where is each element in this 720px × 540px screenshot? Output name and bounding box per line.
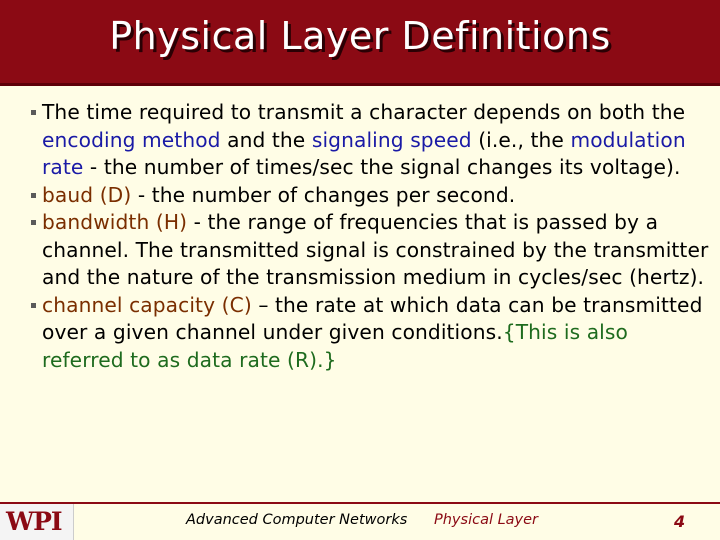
slide-title: Physical Layer Definitions (109, 14, 611, 58)
note-data-rate: {This is also referred to as data rate (R).} (42, 320, 628, 372)
bullet-marker (20, 182, 42, 209)
term-modulation-rate: modulation rate (42, 127, 686, 179)
bullet-item-2 (20, 182, 710, 210)
text-segment: and the (220, 127, 312, 152)
page-number: 4 (674, 512, 686, 531)
footer-topic: Physical Layer (434, 512, 539, 528)
term-signaling-speed: signaling speed (311, 127, 472, 152)
bullet-item-4 (20, 292, 710, 375)
bullet-item-1 (20, 99, 710, 182)
bullet-text (42, 182, 710, 210)
text-segment: - the number of changes per second. (131, 182, 516, 207)
text-segment: The time required to transmit a character depends on both the (42, 100, 686, 124)
bullet-marker (20, 99, 42, 126)
footer-course-title: Advanced Computer Networks (186, 512, 408, 528)
bullet-marker (20, 292, 42, 319)
term-channel-capacity: channel capacity (C) (42, 292, 252, 317)
bullet-text (42, 209, 710, 292)
term-encoding-method: encoding method (42, 127, 221, 152)
bullet-text (42, 292, 710, 375)
bullet-item-3 (20, 209, 710, 292)
term-baud: baud (D) (42, 182, 132, 207)
text-segment: - the range of frequencies that is passed by a channel. The transmitted signal is constrained by the transmitter and the nature of the transmission medium in cycles/sec (hertz). (42, 210, 709, 289)
title-bar (0, 0, 720, 86)
footer-divider (0, 502, 720, 504)
text-segment: - the number of times/sec the signal changes its voltage). (83, 155, 681, 179)
term-bandwidth: bandwidth (H) (42, 210, 188, 234)
text-segment: (i.e., the (471, 127, 571, 152)
bullet-marker (20, 209, 42, 236)
logo-text: WPI (6, 507, 62, 536)
wpi-logo (0, 504, 74, 540)
bullet-text (42, 99, 710, 182)
bullet-list (20, 99, 710, 374)
text-segment: – the rate at which data can be transmitted over a given channel under given conditions. (42, 292, 703, 344)
